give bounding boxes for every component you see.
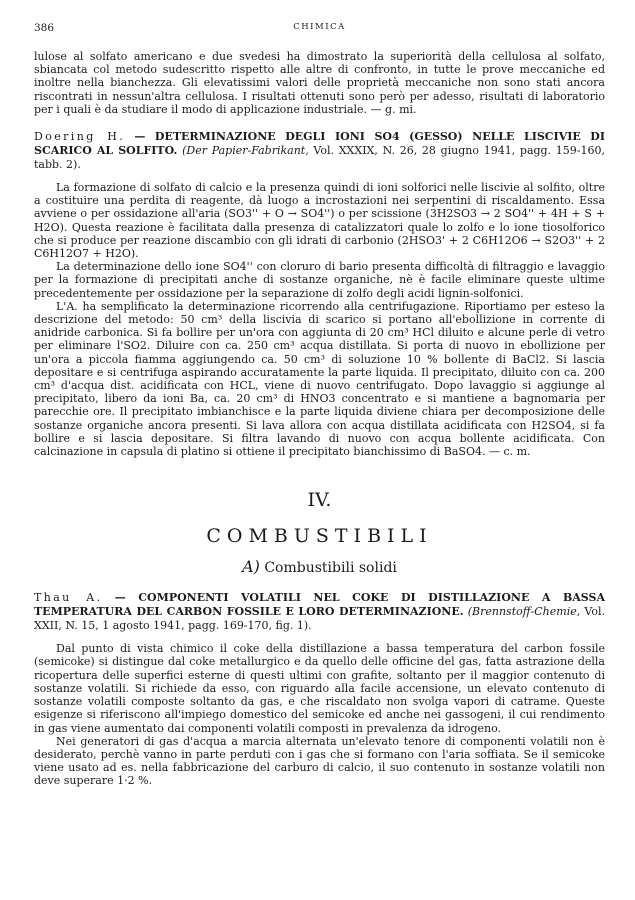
- article-1-heading: [34, 130, 605, 172]
- article-1-paragraph-2: La determinazione dello ione SO4'' con cloruro di bario presenta difficoltà di filtraggio e lavaggio per la formazione di precipitati anche di sostanze organiche, nè è facile eliminare queste ultime precedentemente per ossidazione per la separazione di zolfo degli acidi lignin-solfonici.: [34, 260, 605, 300]
- text-column: [34, 50, 605, 788]
- page-number: 386: [34, 22, 55, 34]
- article-2-paragraph-1: Dal punto di vista chimico il coke della distillazione a bassa temperatura del carbon fossile (semicoke) si distingue dal coke metallurgico e da quello delle officine del gas, fatta astrazione della ricopertura delle superfici esterne di questi ultimi con grafite, soltanto per il maggior contenuto di sostanze volatili. Si richiede da esso, con riguardo alla facile accensione, un elevato contenuto di sostanze volatili composte soltanto da gas, e che riscaldato non svolga vapori di catrame. Queste esigenze si riferiscono all'impiego domestico del semicoke ed anche nei gassogeni, il cui rendimento in gas viene aumentato dai componenti volatili composti in prevalenza da idrogeno.: [34, 642, 605, 735]
- article-1-paragraph-1: La formazione di solfato di calcio e la presenza quindi di ioni solforici nelle liscivie al solfito, oltre a costituire una perdita di reagente, dà luogo a incrostazioni nei serpentini di riscaldamento. Essa avviene o per ossidazione all'aria (SO3'' + O → SO4'') o per scissione (3H2SO3 → 2 SO4'' + 4H + S + H2O). Questa reazione è facilitata dalla presenza di catalizzatori quale lo zolfo e lo ione tiosolforico che si produce per reazione discambio con gli idrati di carbonio (2HSO3' + 2 C6H12O6 → S2O3'' + 2 C6H12O7 + H2O).: [34, 181, 605, 261]
- subsection-letter: A): [242, 557, 260, 577]
- article-2-author: Thau A.: [34, 591, 103, 605]
- section-title: COMBUSTIBILI: [206, 525, 433, 548]
- intro-paragraph: lulose al solfato americano e due svedesi ha dimostrato la superiorità della cellulosa al solfato, sbiancata col metodo sudescritto rispetto alle altre di confronto, in tutte le prove meccaniche ed inoltre nella bianchezza. Gli elevatissimi valori delle proprietà meccaniche non sono stati ancora riscontrati in nessun'altra cellulosa. I risultati ottenuti sono però per adesso, risultati di laboratorio per i quali è da studiare il modo di applicazione industriale. — g. mi.: [34, 50, 605, 116]
- article-1-title: — DETERMINAZIONE DEGLI IONI SO4 (GESSO) NELLE LISCIVIE DI SCARICO AL SOLFITO.: [34, 130, 605, 158]
- article-2-heading: [34, 591, 605, 633]
- article-2-paragraph-2: Nei generatori di gas d'acqua a marcia alternata un'elevato tenore di componenti volatili non è desiderato, perchè vanno in parte perduti con i gas che si formano con l'aria soffiata. Se il semicoke viene usato ad es. nella fabbricazione del carburo di calcio, il suo contenuto in sostanze volatili non deve superare 1·2 %.: [34, 734, 605, 788]
- article-1-citation: Vol. XXXIX, N. 26, 28 giugno 1941, pagg. 159-160, tabb. 2).: [34, 144, 606, 172]
- running-title: CHIMICA: [293, 22, 346, 32]
- article-2-citation: Vol. XXII, N. 15, 1 agosto 1941, pagg. 169-170, fig. 1).: [34, 605, 605, 633]
- article-2-source: (Brennstoff-Chemie,: [467, 605, 581, 619]
- section-number: IV.: [307, 489, 332, 512]
- article-1-author: Doering H.: [34, 130, 126, 144]
- subsection-label: Combustibili solidi: [264, 560, 397, 577]
- article-2-title: — COMPONENTI VOLATILI NEL COKE DI DISTILLAZIONE A BASSA TEMPERATURA DEL CARBON FOSSILE E LORO DETERMINAZIONE.: [34, 591, 605, 619]
- article-1-paragraph-3: L'A. ha semplificato la determinazione ricorrendo alla centrifugazione. Riportiamo per esteso la descrizione del metodo: 50 cm³ della liscivia di scarico si portano all'ebollizione in corrente di anidride carbonica. Si fa bollire per un'ora con aggiunta di 20 cm³ HCl diluito e alcune perle di vetro per eliminare l'SO2. Diluire con ca. 250 cm³ acqua distillata. Si porta di nuovo in ebollizione per un'ora a piccola fiamma aggiungendo ca. 50 cm³ di soluzione 10 % bollente di BaCl2. Si lascia depositare e si centrifuga aspirando accuratamente la parte liquida. Il precipitato, diluito con ca. 200 cm³ d'acqua dist. acidificata con HCL, viene di nuovo centrifugato. Dopo lavaggio si aggiunge al precipitato, libero da ioni Ba, ca. 20 cm³ di HNO3 concentrato e si mantiene a bagnomaria per parecchie ore. Il precipitato imbianchisce e la parte liquida diviene chiara per decomposizione delle sostanze organiche ancora presenti. Si lava allora con acqua distillata acidificata con H2SO4, si fa bollire e si lascia depositare. Si filtra lavando di nuovo con acqua bollente acidificata. Con calcinazione in capsula di platino si ottiene il precipitato bianchissimo di BaSO4. — c. m.: [34, 299, 605, 459]
- article-1-source: (Der Papier-Fabrikant,: [182, 144, 309, 158]
- subsection-title: [34, 558, 605, 577]
- page-header: [34, 22, 605, 36]
